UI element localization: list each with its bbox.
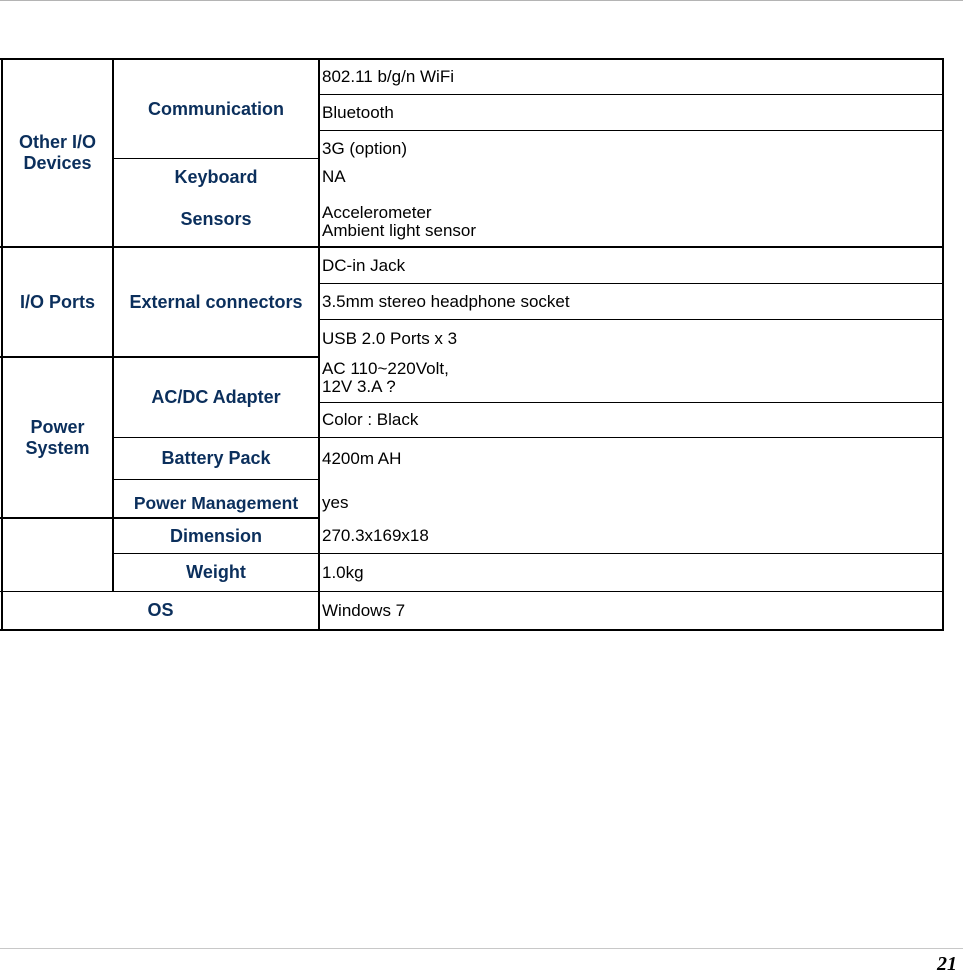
column-line — [318, 58, 320, 631]
row-line — [319, 319, 944, 320]
group-other-io-devices: Other I/O Devices — [18, 132, 96, 173]
weight-value: 1.0kg — [322, 562, 364, 582]
keyboard-value: NA — [322, 167, 346, 186]
external-connectors-label: External connectors — [129, 291, 303, 312]
adapter-value: AC 110~220Volt, 12V 3.A ? — [322, 359, 449, 396]
sensors-label: Sensors — [180, 208, 252, 229]
dimension-label: Dimension — [169, 525, 262, 546]
dimension-value: 270.3x169x18 — [322, 526, 429, 545]
row-line — [113, 158, 320, 159]
weight-label: Weight — [186, 562, 246, 582]
bluetooth-value: Bluetooth — [322, 102, 394, 122]
sensors-value: Accelerometer Ambient light sensor — [322, 203, 477, 240]
group-power-system: Power System — [25, 416, 90, 458]
keyboard-label: Keyboard — [174, 166, 258, 187]
power-management-value: yes — [322, 493, 349, 512]
page-number: 21 — [937, 953, 957, 975]
usb-value: USB 2.0 Ports x 3 — [322, 329, 458, 348]
three-g-value: 3G (option) — [322, 139, 408, 158]
headphone-value: 3.5mm stereo headphone socket — [322, 291, 570, 311]
os-label: OS — [147, 600, 174, 620]
table-border-bottom — [0, 629, 944, 631]
battery-pack-label: Battery Pack — [161, 448, 271, 468]
ac-dc-adapter-label: AC/DC Adapter — [151, 387, 281, 407]
adapter-color-value: Color : Black — [322, 410, 419, 429]
battery-value: 4200m AH — [322, 448, 402, 468]
dc-in-value: DC-in Jack — [322, 255, 406, 275]
row-line — [319, 130, 944, 131]
footer-rule — [0, 948, 963, 949]
row-line — [113, 479, 320, 480]
os-value: Windows 7 — [322, 600, 406, 620]
power-management-label: Power Management — [133, 492, 299, 513]
table-border-right — [942, 58, 944, 631]
wifi-value: 802.11 b/g/n WiFi — [322, 67, 454, 86]
group-io-ports: I/O Ports — [19, 291, 95, 312]
communication-label: Communication — [147, 98, 284, 119]
